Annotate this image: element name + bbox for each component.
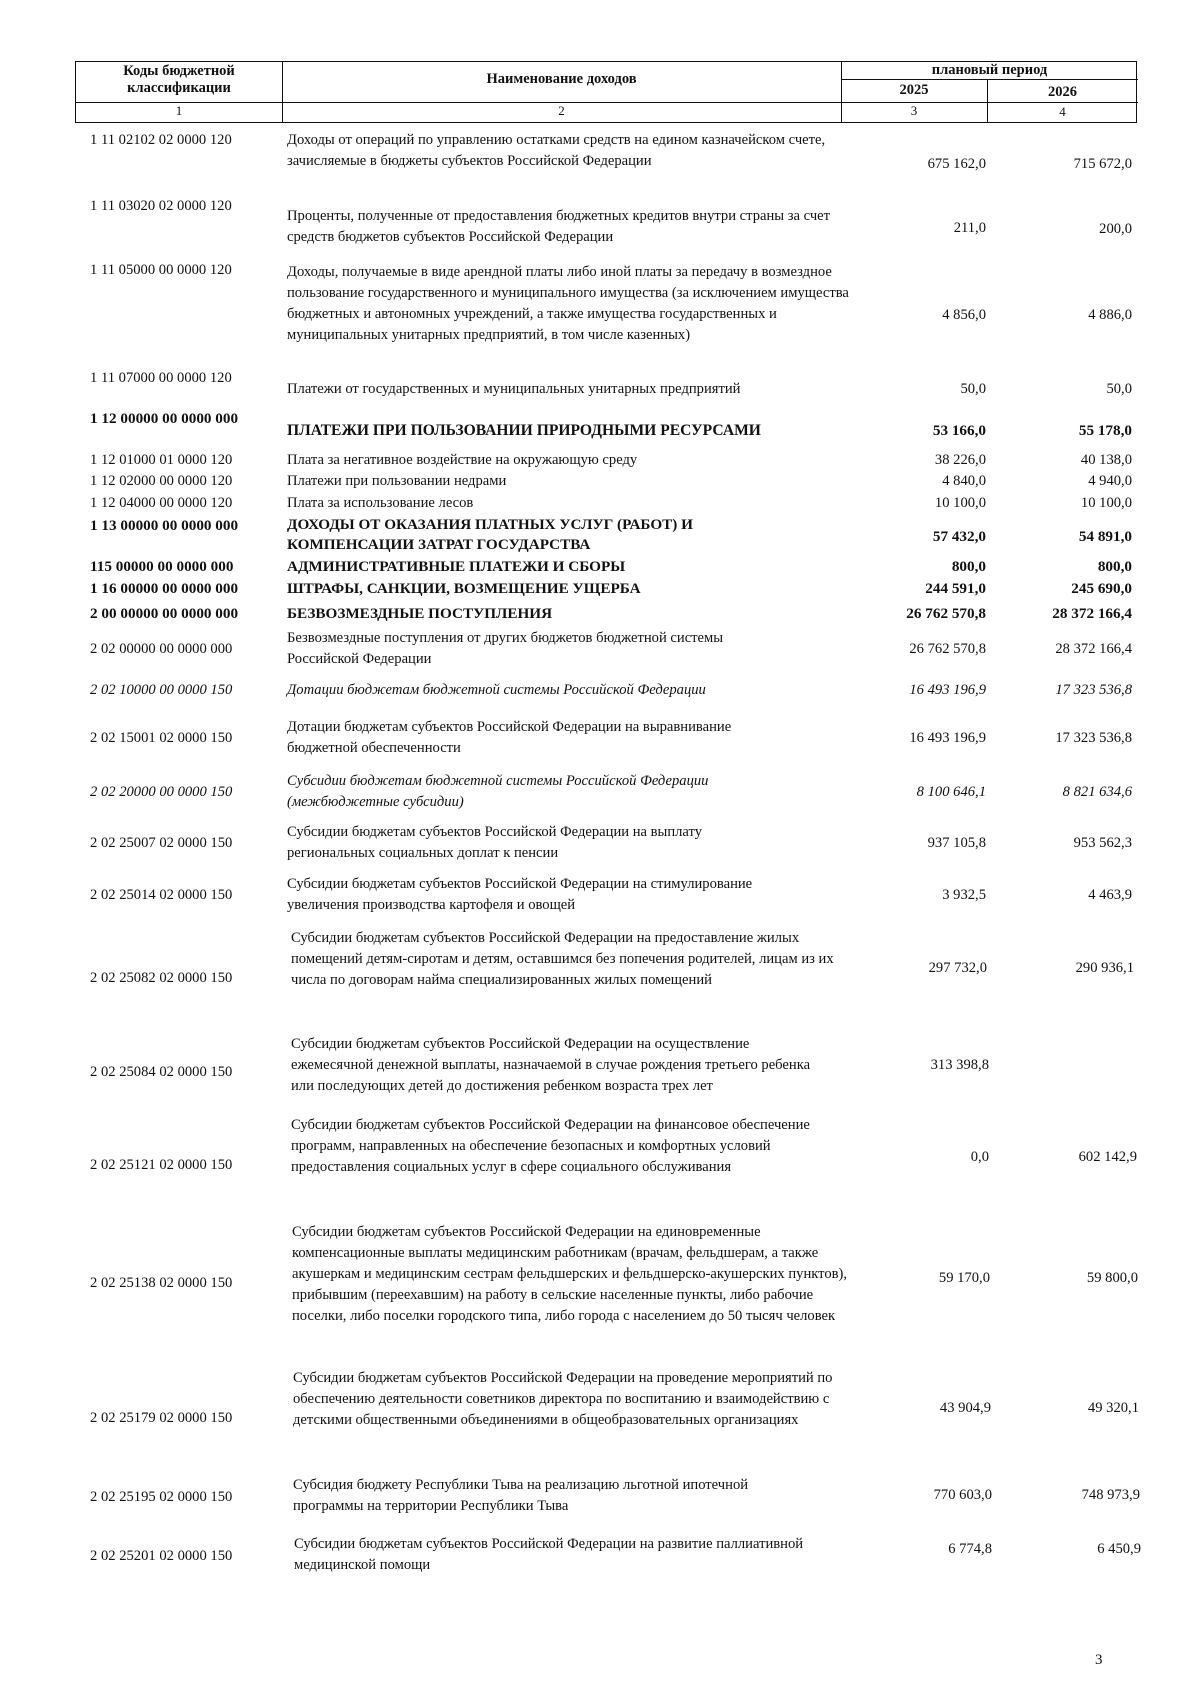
- row-name: АДМИНИСТРАТИВНЫЕ ПЛАТЕЖИ И СБОРЫ: [287, 558, 626, 575]
- col-number-3: 3: [910, 103, 918, 118]
- row-value-2026: 54 891,0: [1078, 528, 1132, 545]
- row-name: Субсидия бюджету Республики Тыва на реализацию льготной ипотечной программы на территории Республики Тыва: [293, 1477, 749, 1514]
- row-value-2026: 10 100,0: [1080, 495, 1132, 511]
- row-code: 1 11 02102 02 0000 120: [90, 132, 232, 148]
- row-value-2026: 50,0: [1106, 381, 1132, 397]
- row-value-2025: 38 226,0: [934, 452, 986, 468]
- row-value-2026: 49 320,1: [1087, 1400, 1139, 1416]
- row-code: 2 02 25014 02 0000 150: [90, 887, 233, 903]
- row-value-2026: 8 821 634,6: [1062, 784, 1132, 800]
- row-code: 1 11 07000 00 0000 120: [90, 370, 232, 386]
- row-code: 2 02 25082 02 0000 150: [90, 970, 233, 986]
- row-value-2025: 16 493 196,9: [909, 682, 986, 698]
- row-name: Доходы, получаемые в виде арендной платы либо иной платы за передачу в возмездное пользование государственного и муниципального имущества (за исключением имущества бюджетных и автономных учреждений, а также имущества государственных и муниципальных унитарных предприятий, в том числе казенных): [287, 264, 849, 343]
- row-value-2025: 211,0: [953, 220, 986, 236]
- year-2026-header: 2026: [1048, 84, 1077, 100]
- row-value-2025: 50,0: [960, 381, 986, 397]
- year-2025-header: 2025: [899, 82, 929, 98]
- row-value-2025: 4 856,0: [942, 307, 986, 323]
- row-value-2025: 10 100,0: [934, 495, 986, 511]
- row-code: 1 12 01000 01 0000 120: [90, 452, 233, 468]
- row-code: 2 02 25179 02 0000 150: [90, 1410, 233, 1426]
- row-value-2025: 26 762 570,8: [909, 641, 986, 657]
- row-code: 1 12 02000 00 0000 120: [90, 473, 233, 489]
- row-value-2025: 57 432,0: [932, 528, 986, 545]
- row-value-2026: 40 138,0: [1080, 452, 1132, 468]
- row-code: 2 02 00000 00 0000 000: [90, 641, 233, 657]
- row-name: Плата за использование лесов: [287, 495, 474, 511]
- row-name: Дотации бюджетам субъектов Российской Федерации на выравнивание бюджетной обеспеченности: [287, 719, 732, 756]
- row-code: 2 02 25084 02 0000 150: [90, 1064, 233, 1080]
- row-code: 1 11 05000 00 0000 120: [90, 262, 232, 278]
- row-name: Субсидии бюджетам субъектов Российской Федерации на предоставление жилых помещений детям-сиротам и детям, оставшимся без попечения родителей, лицам из их числа по договорам найма специализированных жилых помещений: [291, 930, 834, 988]
- row-value-2025: 937 105,8: [927, 835, 986, 851]
- row-value-2025: 297 732,0: [928, 960, 987, 976]
- row-value-2026: 953 562,3: [1073, 835, 1132, 851]
- row-value-2026: 4 886,0: [1088, 307, 1132, 323]
- row-value-2025: 3 932,5: [942, 887, 986, 903]
- row-name: Плата за негативное воздействие на окружающую среду: [287, 452, 638, 468]
- row-name: Доходы от операций по управлению остатками средств на едином казначейском счете, зачисляемые в бюджеты субъектов Российской Федерации: [287, 132, 826, 169]
- row-value-2025: 313 398,8: [930, 1057, 989, 1073]
- page-number: 3: [1095, 1652, 1103, 1668]
- row-value-2025: 4 840,0: [942, 473, 986, 489]
- row-value-2026: 6 450,9: [1097, 1541, 1141, 1557]
- row-value-2025: 6 774,8: [948, 1541, 992, 1557]
- col-codes-header: Коды бюджетной классификации: [123, 63, 235, 96]
- row-value-2025: 244 591,0: [925, 580, 986, 597]
- col-number-2: 2: [558, 103, 565, 118]
- col-number-1: 1: [175, 103, 183, 118]
- row-name: Дотации бюджетам бюджетной системы Российской Федерации: [287, 682, 706, 698]
- row-value-2025: 59 170,0: [938, 1270, 990, 1286]
- row-name: ШТРАФЫ, САНКЦИИ, ВОЗМЕЩЕНИЕ УЩЕРБА: [287, 580, 641, 597]
- row-value-2026: 28 372 166,4: [1055, 641, 1132, 657]
- row-code: 2 02 25007 02 0000 150: [90, 835, 233, 851]
- row-name: Субсидии бюджетам субъектов Российской Федерации на выплату региональных социальных доплат к пенсии: [287, 824, 703, 861]
- row-code: 2 02 10000 00 0000 150: [90, 682, 233, 698]
- row-value-2026: 55 178,0: [1078, 422, 1132, 439]
- row-value-2026: 59 800,0: [1086, 1270, 1138, 1286]
- row-code: 2 02 25138 02 0000 150: [90, 1275, 233, 1291]
- row-code: 1 13 00000 00 0000 000: [90, 517, 239, 534]
- row-code: 2 02 25121 02 0000 150: [90, 1157, 233, 1173]
- row-name: Субсидии бюджетам субъектов Российской Федерации на осуществление ежемесячной денежной выплаты, назначаемой в случае рождения третьего ребенка или последующих детей до достижения ребенком возраста трех лет: [291, 1036, 811, 1094]
- row-value-2026: 715 672,0: [1073, 156, 1132, 172]
- row-value-2026: 245 690,0: [1071, 580, 1132, 597]
- row-code: 115 00000 00 0000 000: [90, 558, 234, 575]
- row-code: 2 02 25195 02 0000 150: [90, 1489, 233, 1505]
- row-value-2025: 0,0: [970, 1149, 989, 1165]
- header-rule: [841, 79, 1138, 80]
- row-code: 2 02 20000 00 0000 150: [90, 784, 233, 800]
- row-name: Безвозмездные поступления от других бюджетов бюджетной системы Российской Федерации: [287, 630, 724, 667]
- row-name: Субсидии бюджетам субъектов Российской Федерации на финансовое обеспечение программ, направленных на обеспечение безопасных и комфортных условий предоставления социальных услуг в сфере социального обслуживания: [291, 1117, 810, 1175]
- row-value-2026: 4 940,0: [1088, 473, 1132, 489]
- row-value-2025: 770 603,0: [933, 1487, 992, 1503]
- row-value-2026: 290 936,1: [1075, 960, 1134, 976]
- row-value-2026: 200,0: [1099, 221, 1132, 237]
- row-value-2025: 26 762 570,8: [906, 605, 986, 622]
- row-value-2026: 17 323 536,8: [1055, 730, 1132, 746]
- row-name: Субсидии бюджетам бюджетной системы Российской Федерации (межбюджетные субсидии): [287, 773, 709, 810]
- row-value-2026: 28 372 166,4: [1052, 605, 1132, 622]
- row-value-2025: 8 100 646,1: [916, 784, 986, 800]
- row-code: 2 02 15001 02 0000 150: [90, 730, 233, 746]
- row-value-2025: 675 162,0: [927, 156, 986, 172]
- row-name: ПЛАТЕЖИ ПРИ ПОЛЬЗОВАНИИ ПРИРОДНЫМИ РЕСУРСАМИ: [287, 422, 761, 439]
- row-name: Субсидии бюджетам субъектов Российской Федерации на единовременные компенсационные выплаты медицинским работникам (врачам, фельдшерам, а также акушеркам и медицинским сестрам фельдшерских и фельдшерско-акушерских пунктов), прибывшим (переехавшим) на работу в сельские населенные пункты, либо рабочие поселки, либо поселки городского типа, либо города с населением до 50 тысяч человек: [292, 1224, 848, 1324]
- row-value-2026: 748 973,9: [1081, 1487, 1140, 1503]
- row-code: 2 00 00000 00 0000 000: [90, 605, 239, 622]
- row-value-2025: 43 904,9: [939, 1400, 991, 1416]
- row-code: 1 16 00000 00 0000 000: [90, 580, 239, 597]
- row-code: 1 11 03020 02 0000 120: [90, 198, 232, 214]
- row-code: 2 02 25201 02 0000 150: [90, 1548, 233, 1564]
- row-name: Субсидии бюджетам субъектов Российской Федерации на стимулирование увеличения производства картофеля и овощей: [287, 876, 753, 913]
- row-name: Субсидии бюджетам субъектов Российской Федерации на развитие паллиативной медицинской помощи: [294, 1536, 804, 1573]
- col-name-header: Наименование доходов: [486, 71, 637, 87]
- row-value-2026: 4 463,9: [1088, 887, 1132, 903]
- row-value-2025: 16 493 196,9: [909, 730, 986, 746]
- row-value-2025: 53 166,0: [932, 422, 986, 439]
- row-name: Субсидии бюджетам субъектов Российской Федерации на проведение мероприятий по обеспечению деятельности советников директора по воспитанию и взаимодействию с детскими общественными объединениями в общеобразовательных организациях: [293, 1370, 833, 1428]
- row-name: Проценты, полученные от предоставления бюджетных кредитов внутри страны за счет средств бюджетов субъектов Российской Федерации: [287, 208, 831, 245]
- row-name: Платежи при пользовании недрами: [287, 473, 507, 489]
- table-header: [75, 61, 1137, 123]
- row-value-2026: 17 323 536,8: [1055, 682, 1132, 698]
- row-value-2026: 602 142,9: [1078, 1149, 1137, 1165]
- col-period-header: плановый период: [931, 62, 1048, 78]
- row-value-2025: 800,0: [951, 558, 986, 575]
- row-name: Платежи от государственных и муниципальных унитарных предприятий: [287, 381, 741, 397]
- col-number-4: 4: [1059, 104, 1066, 119]
- row-value-2026: 800,0: [1097, 558, 1132, 575]
- row-code: 1 12 00000 00 0000 000: [90, 410, 239, 427]
- row-code: 1 12 04000 00 0000 120: [90, 495, 233, 511]
- row-name: ДОХОДЫ ОТ ОКАЗАНИЯ ПЛАТНЫХ УСЛУГ (РАБОТ) И КОМПЕНСАЦИИ ЗАТРАТ ГОСУДАРСТВА: [287, 516, 693, 553]
- row-name: БЕЗВОЗМЕЗДНЫЕ ПОСТУПЛЕНИЯ: [287, 605, 553, 622]
